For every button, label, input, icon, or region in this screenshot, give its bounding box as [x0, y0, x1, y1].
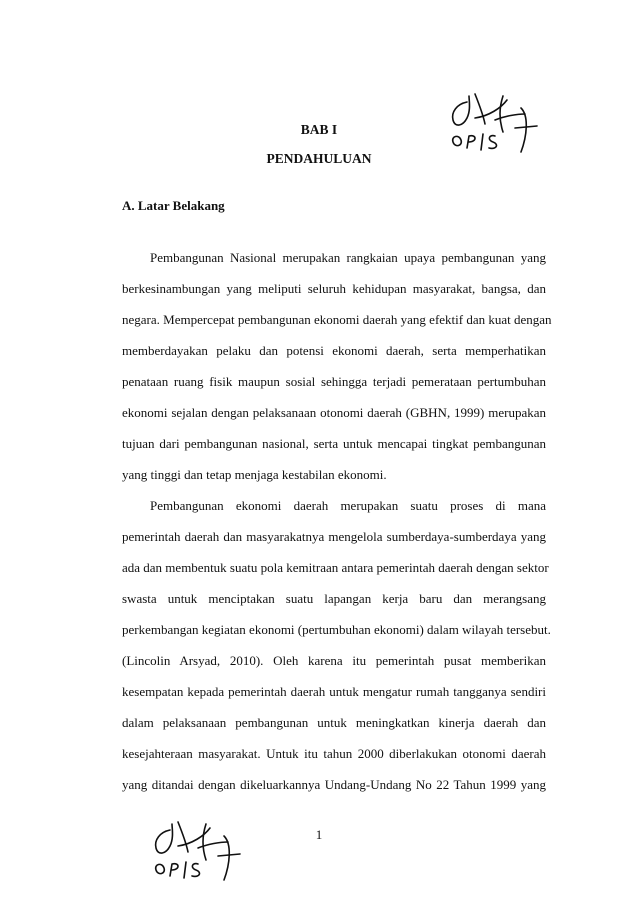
paragraph-line: dalam pelaksanaan pembangunan untuk meningkatkan kinerja daerah dan	[122, 715, 546, 730]
paragraph-line: yang tinggi dan tetap menjaga kestabilan ekonomi.	[122, 467, 387, 482]
chapter-title: PENDAHULUAN	[266, 151, 372, 166]
paragraph-line: negara. Mempercepat pembangunan ekonomi daerah yang efektif dan kuat dengan	[122, 312, 552, 327]
paragraph-line: kesempatan kepada pemerintah daerah untuk mengatur rumah tangganya sendiri	[122, 684, 546, 699]
page-number: 1	[315, 827, 323, 842]
paragraph-line: (Lincolin Arsyad, 2010). Oleh karena itu pemerintah pusat memberikan	[122, 653, 546, 668]
paragraph-line: tujuan dari pembangunan nasional, serta untuk mencapai tingkat pembangunan	[122, 436, 546, 451]
paragraph-line: yang ditandai dengan dikeluarkannya Undang-Undang No 22 Tahun 1999 yang	[122, 777, 546, 792]
section-heading: A. Latar Belakang	[122, 198, 225, 213]
paragraph-line: ada dan membentuk suatu pola kemitraan antara pemerintah daerah dengan sektor	[122, 560, 549, 575]
paragraph-line: pemerintah daerah dan masyarakatnya mengelola sumberdaya-sumberdaya yang	[122, 529, 546, 544]
paragraph-line: Pembangunan Nasional merupakan rangkaian upaya pembangunan yang	[150, 250, 546, 265]
paragraph-line: swasta untuk menciptakan suatu lapangan kerja baru dan merangsang	[122, 591, 546, 606]
paragraph-line: ekonomi sejalan dengan pelaksanaan otonomi daerah (GBHN, 1999) merupakan	[122, 405, 546, 420]
paragraph-line: berkesinambungan yang meliputi seluruh kehidupan masyarakat, bangsa, dan	[122, 281, 546, 296]
chapter-number: BAB I	[300, 122, 338, 137]
paragraph-line: perkembangan kegiatan ekonomi (pertumbuhan ekonomi) dalam wilayah tersebut.	[122, 622, 551, 637]
paragraph-line: kesejahteraan masyarakat. Untuk itu tahun 2000 diberlakukan otonomi daerah	[122, 746, 546, 761]
paragraph-line: penataan ruang fisik maupun sosial sehingga terjadi pemerataan pertumbuhan	[122, 374, 546, 389]
paragraph-line: memberdayakan pelaku dan potensi ekonomi daerah, serta memperhatikan	[122, 343, 546, 358]
paragraph-line: Pembangunan ekonomi daerah merupakan suatu proses di mana	[150, 498, 546, 513]
